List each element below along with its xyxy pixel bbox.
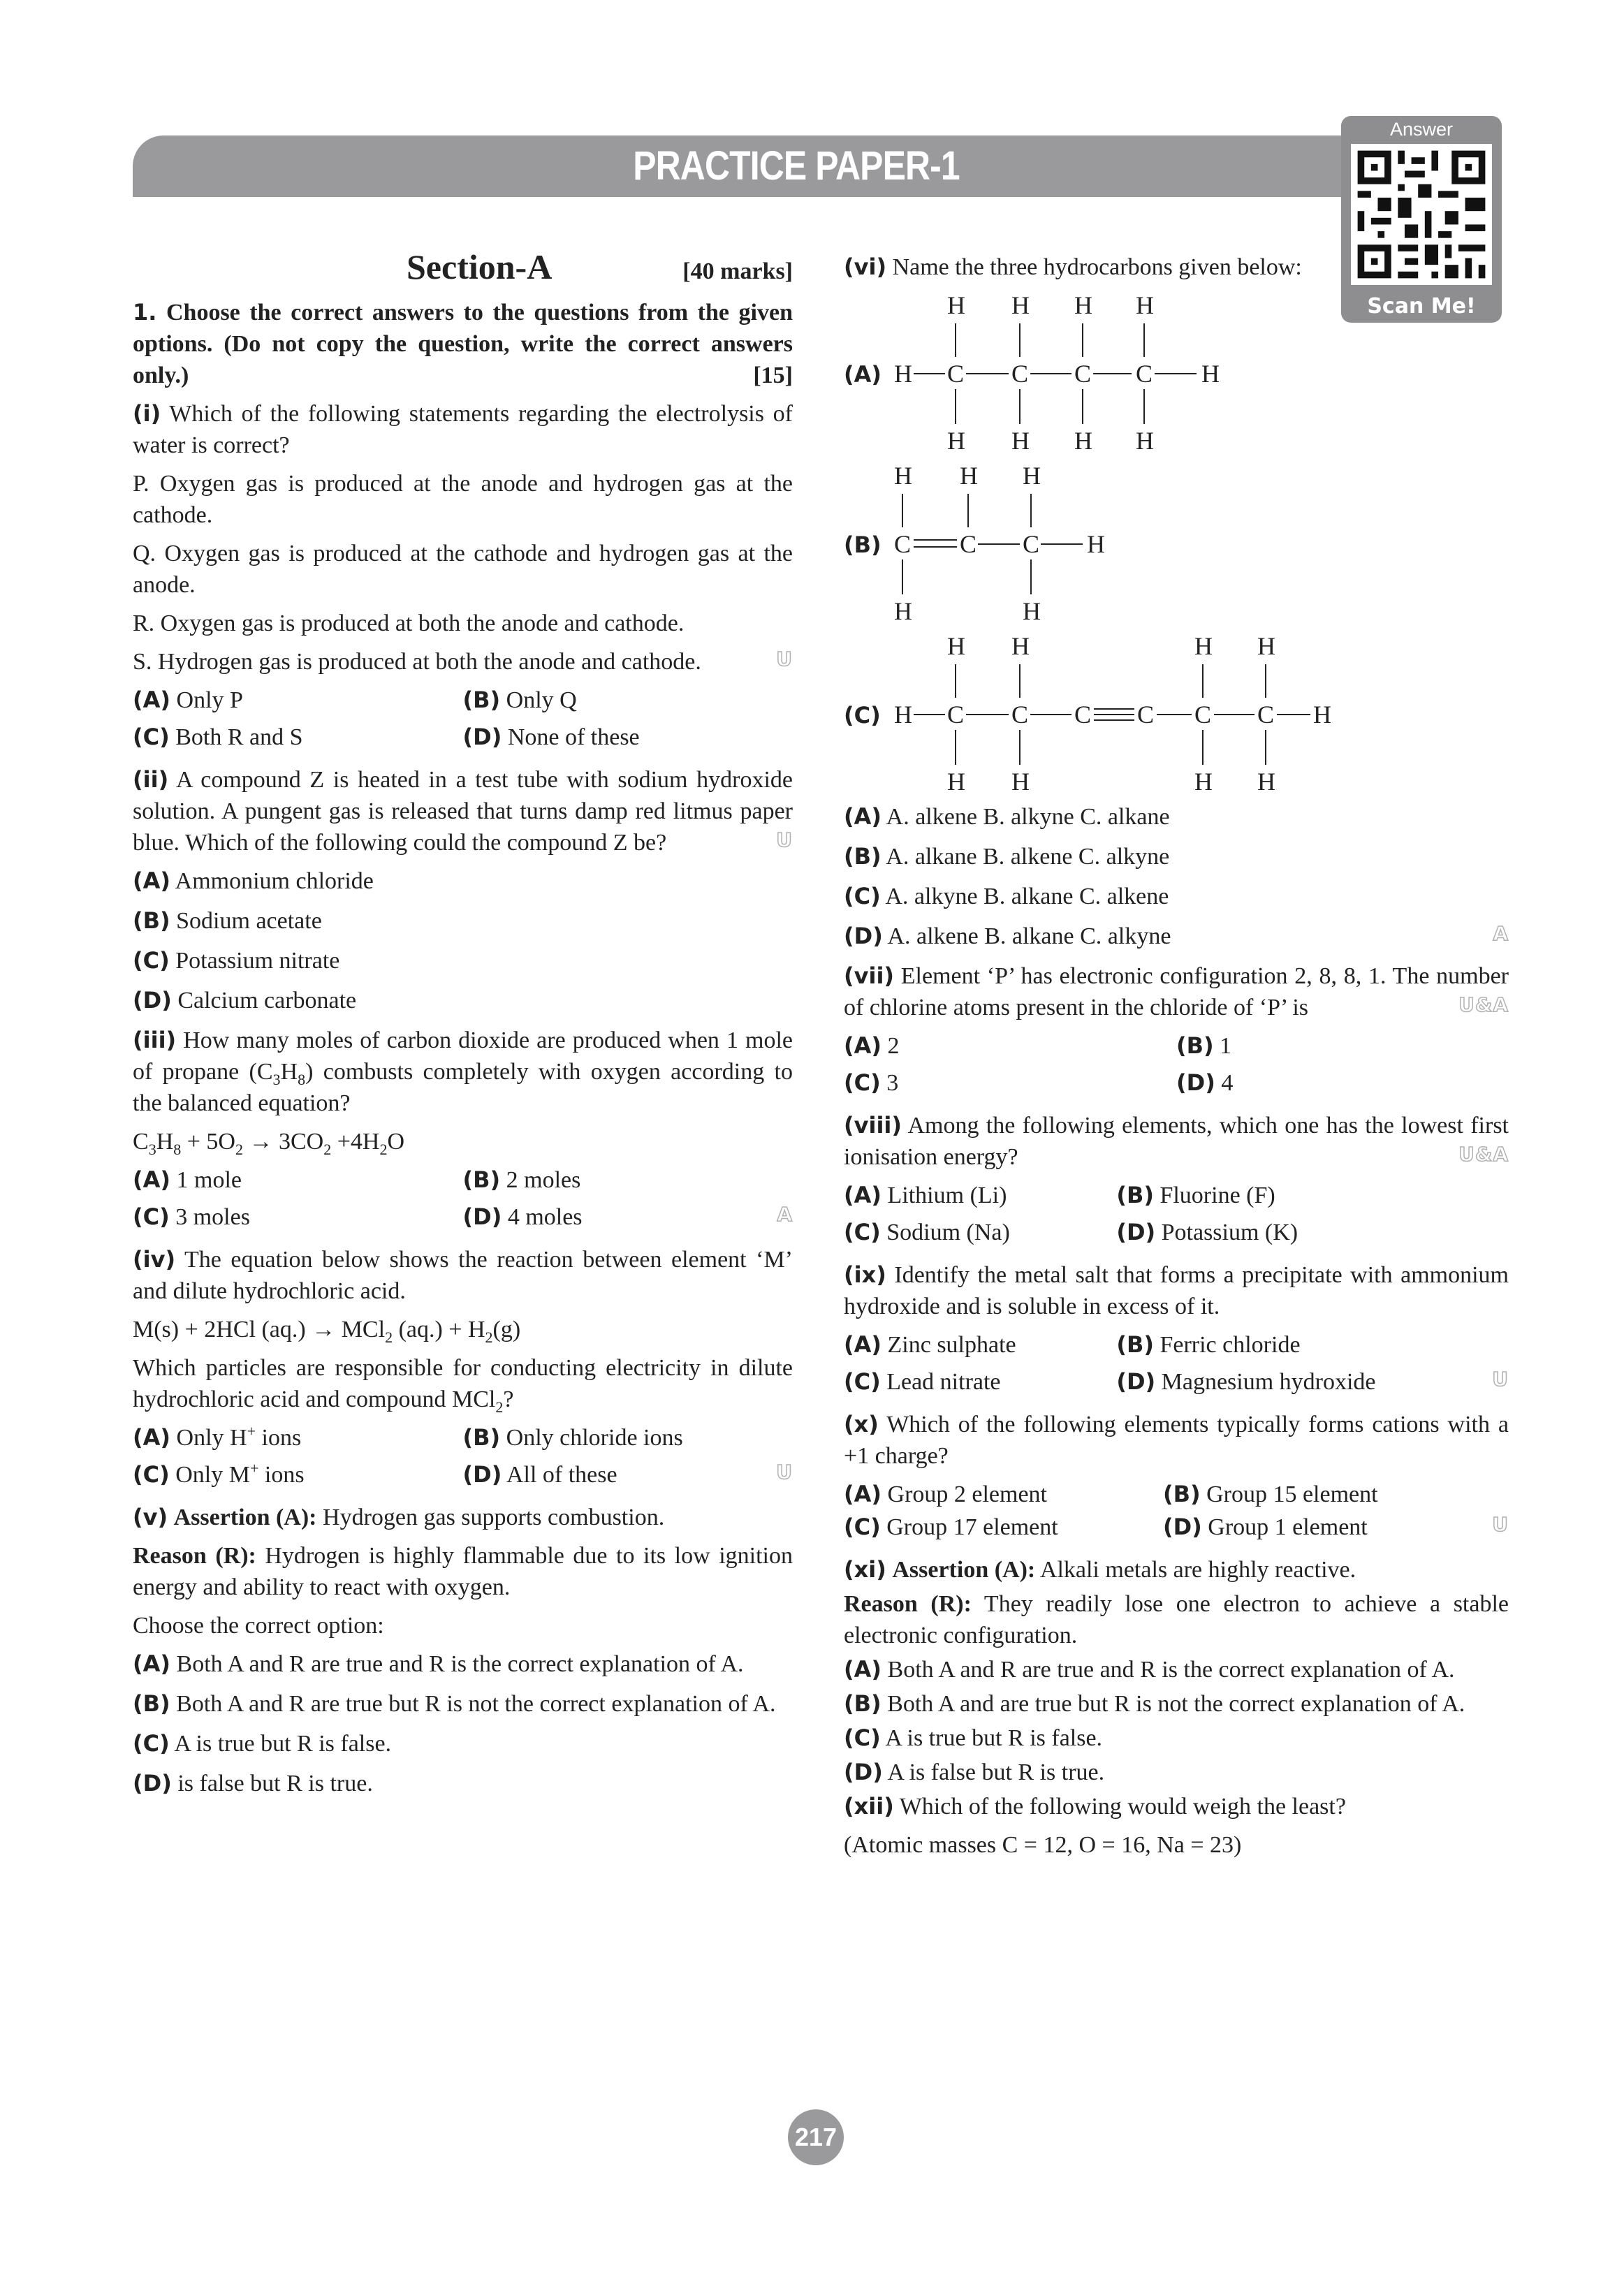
- option-b[interactable]: (B) Only chloride ions: [462, 1424, 683, 1451]
- option-b[interactable]: (B) Only Q: [462, 687, 577, 713]
- options-grid: [844, 1329, 1509, 1403]
- svg-text:H: H: [947, 291, 965, 319]
- question-vi: [844, 251, 1333, 283]
- section-heading: [133, 247, 793, 287]
- option-c[interactable]: (C) Potassium nitrate: [133, 947, 340, 974]
- question-ix: [844, 1259, 1509, 1322]
- svg-text:H: H: [894, 360, 912, 388]
- options-grid: [133, 685, 793, 759]
- question-label: (i): [133, 400, 161, 427]
- svg-text:H: H: [894, 462, 912, 490]
- question-text: Which of the following statements regarding the electrolysis of water is correct?: [133, 401, 793, 458]
- option-b[interactable]: (B) Ferric chloride: [1116, 1331, 1301, 1358]
- question-label: (vi): [844, 254, 887, 280]
- svg-text:H: H: [1257, 768, 1275, 791]
- question-label: (xi): [844, 1556, 886, 1583]
- svg-text:C: C: [1074, 701, 1092, 729]
- option-c[interactable]: (C) Lead nitrate: [844, 1368, 1001, 1395]
- atomic-masses-note: (Atomic masses C = 12, O = 16, Na = 23): [844, 1832, 1242, 1858]
- option-d[interactable]: (D) Calcium carbonate: [133, 987, 357, 1013]
- question-i: [133, 398, 793, 461]
- option-d[interactable]: (D) 4: [1176, 1069, 1234, 1096]
- question-text: The equation below shows the reaction between element ‘M’ and dilute hydrochloric acid.: [133, 1247, 793, 1304]
- option-a[interactable]: (A) Zinc sulphate: [844, 1331, 1016, 1358]
- statement-p: P. Oxygen gas is produced at the anode and hydrogen gas at the cathode.: [133, 471, 793, 528]
- option-c[interactable]: (C) Only M+ ions: [133, 1459, 305, 1488]
- options-grid: [133, 1422, 793, 1496]
- svg-text:C: C: [1074, 360, 1092, 388]
- option-c[interactable]: (C) Group 17 element: [844, 1514, 1058, 1540]
- option-d[interactable]: (D) 4 moles A: [463, 1201, 793, 1233]
- reason: [844, 1588, 1509, 1651]
- option-d[interactable]: (D) Group 1 element U: [1163, 1511, 1509, 1543]
- statement-s: [133, 646, 793, 678]
- option-d[interactable]: (D) is false but R is true.: [133, 1770, 373, 1796]
- question-text: Identify the metal salt that forms a precipitate with ammonium hydroxide and is soluble in excess of it.: [844, 1262, 1509, 1319]
- structure-label: (A): [844, 361, 882, 388]
- option-b[interactable]: (B) Both A and are true but R is not the correct explanation of A.: [844, 1690, 1465, 1717]
- svg-text:C: C: [1257, 701, 1275, 729]
- title-banner: [133, 136, 1460, 197]
- options-grid: [844, 1479, 1509, 1549]
- difficulty-tag: A: [1493, 922, 1509, 945]
- reason-text: Hydrogen is highly flammable due to its low ignition energy and ability to react with oxygen.: [133, 1543, 793, 1600]
- option-a[interactable]: (A) Group 2 element: [844, 1481, 1048, 1507]
- question-vii: [844, 960, 1509, 1023]
- reason-label: Reason (R):: [844, 1591, 972, 1617]
- svg-text:C: C: [1137, 701, 1155, 729]
- question-1: [133, 297, 793, 391]
- question-label: (v): [133, 1504, 168, 1530]
- svg-text:H: H: [1011, 291, 1030, 319]
- question-1-marks: [15]: [753, 363, 793, 388]
- question-iv: [133, 1244, 793, 1307]
- reason: [133, 1540, 793, 1603]
- svg-text:H: H: [1313, 701, 1331, 729]
- propane-equation: $C_3H_8 + 5O_2 \to 3CO_2 +4H_2O$: [133, 1129, 405, 1158]
- assertion-text: Hydrogen gas supports combustion.: [323, 1505, 665, 1530]
- svg-text:H: H: [894, 701, 912, 729]
- option-a[interactable]: (A) A. alkene B. alkyne C. alkane: [844, 803, 1170, 830]
- svg-text:H: H: [1201, 360, 1220, 388]
- options-grid: [844, 1180, 1509, 1254]
- option-c[interactable]: (C) A. alkyne B. alkane C. alkene: [844, 883, 1169, 909]
- option-b[interactable]: (B) Sodium acetate: [133, 907, 322, 934]
- svg-text:H: H: [1194, 632, 1213, 660]
- svg-text:C: C: [1023, 530, 1040, 558]
- question-1-text: Choose the correct answers to the questions from the given options. (Do not copy the question, write the correct answers only.): [133, 300, 793, 388]
- question-text: A compound Z is heated in a test tube with sodium hydroxide solution. A pungent gas is released that turns damp red litmus paper blue. Which of the following could the compound Z be?: [133, 767, 793, 856]
- statement-q: Q. Oxygen gas is produced at the cathode and hydrogen gas at the anode.: [133, 541, 793, 598]
- question-text: Name the three hydrocarbons given below:: [892, 254, 1302, 280]
- question-x: [844, 1409, 1509, 1472]
- option-b[interactable]: (B) Both A and R are true but R is not the correct explanation of A.: [133, 1690, 776, 1717]
- option-d[interactable]: (D) Magnesium hydroxide U: [1116, 1366, 1509, 1398]
- difficulty-tag: A: [777, 1203, 793, 1226]
- option-a[interactable]: (A) 1 mole: [133, 1166, 242, 1193]
- question-text: Among the following elements, which one has the lowest first ionisation energy?: [844, 1113, 1509, 1170]
- svg-text:H: H: [947, 632, 965, 660]
- question-label: (x): [844, 1411, 879, 1437]
- svg-text:H: H: [960, 462, 978, 490]
- qr-caption-top: Answer: [1389, 119, 1454, 140]
- structure-label: (C): [844, 702, 881, 729]
- option-d[interactable]: (D) All of these U: [463, 1459, 793, 1491]
- svg-text:C: C: [1194, 701, 1212, 729]
- question-number: 1.: [133, 299, 157, 325]
- option-c[interactable]: (C) 3: [844, 1069, 899, 1096]
- question-label: (xii): [844, 1793, 894, 1820]
- option-b[interactable]: (B) Group 15 element: [1162, 1481, 1378, 1507]
- question-v: [133, 1502, 793, 1533]
- option-c[interactable]: (C) Sodium (Na): [844, 1219, 1010, 1245]
- svg-text:H: H: [1257, 632, 1275, 660]
- difficulty-tag: U: [1492, 1513, 1509, 1536]
- option-b[interactable]: (B) A. alkane B. alkene C. alkyne: [844, 843, 1170, 870]
- question-text: Which of the following would weigh the least?: [899, 1794, 1346, 1820]
- svg-text:H: H: [1011, 632, 1030, 660]
- option-d[interactable]: (D) None of these: [462, 724, 640, 750]
- svg-text:H: H: [947, 427, 965, 451]
- structure-a: [844, 290, 1509, 451]
- structure-c: [844, 631, 1509, 791]
- question-label: (ix): [844, 1261, 886, 1288]
- svg-text:H: H: [1074, 427, 1092, 451]
- option-c[interactable]: (C) A is true but R is false.: [133, 1730, 392, 1757]
- svg-text:H: H: [947, 768, 965, 791]
- option-a[interactable]: (A) Lithium (Li): [844, 1182, 1007, 1208]
- question-text-end: ) combusts completely with oxygen according to the balanced equation?: [133, 1059, 793, 1116]
- svg-text:H: H: [1011, 768, 1030, 791]
- svg-text:H: H: [1074, 291, 1092, 319]
- svg-text:H: H: [1136, 427, 1154, 451]
- option-a[interactable]: (A) 2: [844, 1032, 900, 1059]
- option-c[interactable]: (C) Both R and S: [133, 724, 303, 750]
- question-ii: [133, 764, 793, 858]
- option-a[interactable]: (A) Both A and R are true and R is the correct explanation of A.: [844, 1656, 1455, 1683]
- question-xi: [844, 1554, 1509, 1586]
- question-label: (iii): [133, 1027, 177, 1053]
- question-text-cont: H: [280, 1059, 298, 1085]
- question-xii: [844, 1791, 1509, 1822]
- svg-text:C: C: [960, 530, 977, 558]
- svg-text:H: H: [1023, 597, 1041, 621]
- svg-text:H: H: [1087, 530, 1105, 558]
- question-text: Which of the following elements typically forms cations with a +1 charge?: [844, 1412, 1509, 1469]
- question-iii: (iii) How many moles of carbon dioxide are produced when 1 mole of propane $(C_3H_8)$ combusts completely with oxygen according to the balanced equation?: [133, 1027, 793, 1116]
- question-text: How many moles of carbon dioxide are produced when 1 mole of propane (C: [133, 1027, 793, 1085]
- svg-text:C: C: [1011, 360, 1029, 388]
- difficulty-tag: U: [776, 1461, 793, 1484]
- assertion-label: Assertion (A):: [173, 1505, 317, 1530]
- metal-acid-equation: M(s) + 2HCl (aq.) → MCl$_2$ $(aq.) + H_2(g)$: [133, 1317, 521, 1346]
- option-c[interactable]: (C) A is true but R is false.: [844, 1725, 1103, 1751]
- question-label: (ii): [133, 766, 169, 793]
- structure-label: (B): [844, 532, 882, 558]
- question-label: (viii): [844, 1112, 902, 1139]
- option-d[interactable]: (D) A is false but R is true.: [844, 1759, 1105, 1785]
- difficulty-tag: U&A: [1458, 993, 1509, 1016]
- option-b[interactable]: (B) 1: [1176, 1032, 1232, 1059]
- qr-caption-bottom: Scan Me!: [1367, 294, 1476, 319]
- difficulty-tag: U: [776, 828, 793, 851]
- left-column: [133, 247, 793, 1808]
- statement-s-text: S. Hydrogen gas is produced at both the anode and cathode.: [133, 649, 701, 675]
- option-a[interactable]: (A) Only H+ ions: [133, 1422, 302, 1451]
- question-label: (vii): [844, 962, 895, 989]
- right-column: [844, 251, 1509, 1868]
- option-d[interactable]: (D) Potassium (K): [1116, 1219, 1299, 1245]
- option-a[interactable]: (A) Only P: [133, 687, 243, 713]
- question-text: Element ‘P’ has electronic configuration 2, 8, 8, 1. The number of chlorine atoms present in the chloride of ‘P’ is: [844, 963, 1509, 1020]
- options-grid: [844, 1030, 1509, 1104]
- page-number: 217: [788, 2109, 844, 2165]
- option-a[interactable]: (A) Ammonium chloride: [133, 868, 374, 894]
- option-c[interactable]: (C) 3 moles: [133, 1203, 250, 1230]
- svg-text:H: H: [1011, 427, 1030, 451]
- svg-text:C: C: [947, 360, 965, 388]
- choose-prompt: Choose the correct option:: [133, 1613, 384, 1639]
- question-iv-followup: Which particles are responsible for conducting electricity in dilute hydrochloric acid and compound MCl$_2$?: [133, 1355, 793, 1416]
- svg-text:C: C: [947, 701, 965, 729]
- reason-text: They readily lose one electron to achieve a stable electronic configuration.: [844, 1591, 1509, 1648]
- svg-text:H: H: [1136, 291, 1154, 319]
- assertion-label: Assertion (A):: [892, 1557, 1036, 1583]
- options-grid: [133, 1164, 793, 1238]
- question-viii: [844, 1110, 1509, 1173]
- svg-text:H: H: [1023, 462, 1041, 490]
- svg-text:H: H: [894, 597, 912, 621]
- question-label: (iv): [133, 1246, 176, 1273]
- section-marks: [40 marks]: [682, 258, 793, 284]
- option-d[interactable]: (D) A. alkene B. alkane C. alkyne A: [844, 921, 1509, 952]
- section-title: Section-A: [407, 247, 553, 286]
- option-b[interactable]: (B) Fluorine (F): [1116, 1182, 1275, 1208]
- svg-text:C: C: [1136, 360, 1153, 388]
- structure-b: [844, 460, 1509, 621]
- reason-label: Reason (R):: [133, 1543, 256, 1569]
- difficulty-tag: U: [776, 647, 793, 671]
- page-title: PRACTICE PAPER-1: [633, 143, 960, 189]
- svg-text:H: H: [1194, 768, 1213, 791]
- difficulty-tag: U&A: [1458, 1143, 1509, 1166]
- statement-r: R. Oxygen gas is produced at both the anode and cathode.: [133, 610, 685, 636]
- svg-text:C: C: [894, 530, 912, 558]
- difficulty-tag: U: [1492, 1368, 1509, 1391]
- option-b[interactable]: (B) 2 moles: [462, 1166, 581, 1193]
- assertion-text: Alkali metals are highly reactive.: [1039, 1557, 1356, 1583]
- option-a[interactable]: (A) Both A and R are true and R is the correct explanation of A.: [133, 1650, 744, 1677]
- svg-text:C: C: [1011, 701, 1029, 729]
